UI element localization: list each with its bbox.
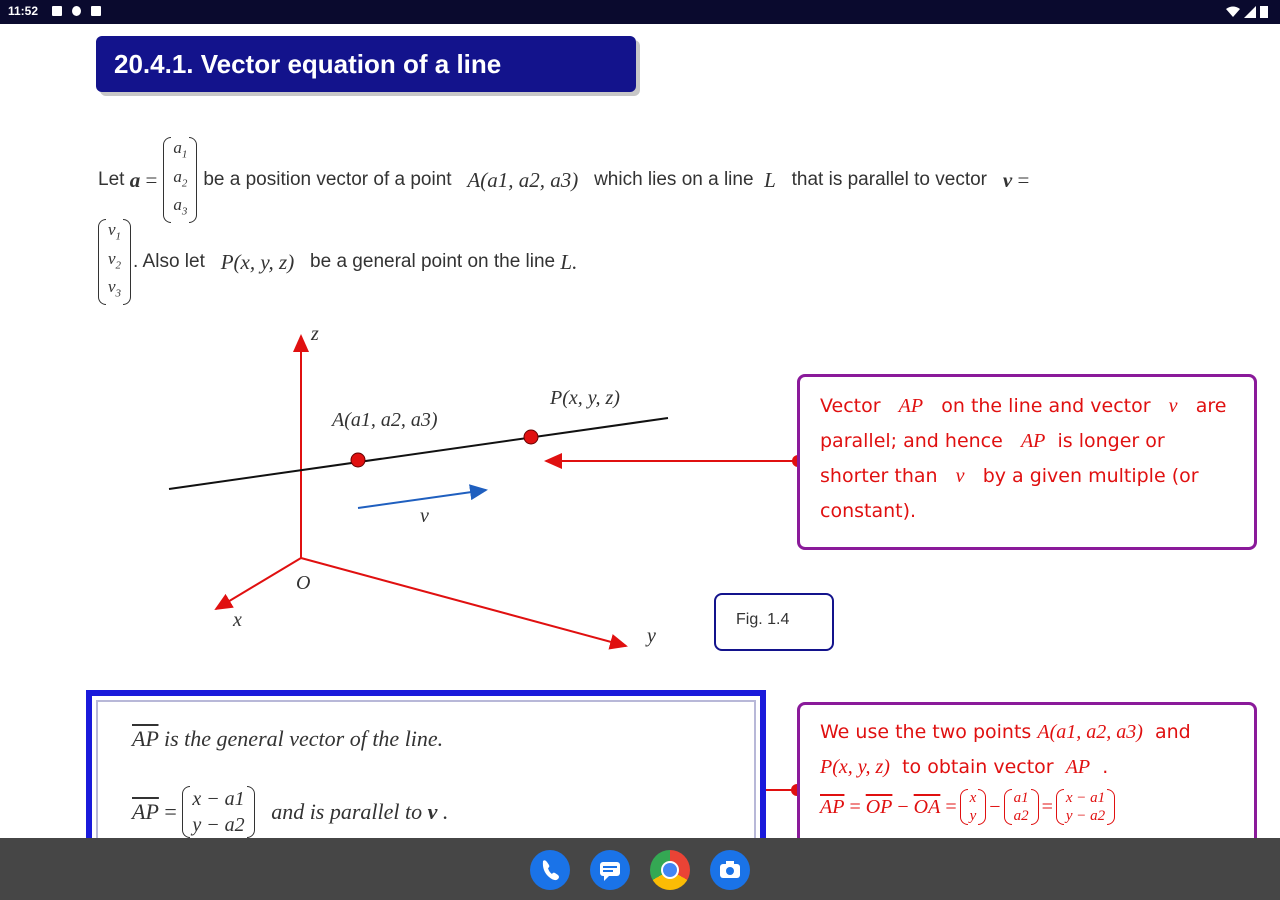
box-line-1 bbox=[132, 726, 443, 752]
c1-l1b: on the line and vector bbox=[941, 395, 1151, 417]
callout2-line2 bbox=[820, 750, 1191, 785]
equation-box bbox=[86, 690, 766, 838]
intro-let: Let bbox=[98, 169, 125, 190]
settings-icon bbox=[72, 6, 81, 16]
v-symbol: v bbox=[1002, 167, 1013, 192]
c1-l3a: shorter than bbox=[820, 465, 938, 487]
c1-l2a: parallel; and hence bbox=[820, 430, 1003, 452]
a-column-vector: $a_1$ $a_2$ $a_3$ bbox=[163, 137, 197, 222]
notification-icons bbox=[52, 6, 101, 16]
box-matrix bbox=[182, 786, 254, 838]
line-L: L bbox=[764, 167, 776, 192]
c1-l1c: are bbox=[1195, 395, 1227, 417]
point-A-marker bbox=[351, 453, 365, 467]
phone-icon[interactable] bbox=[530, 850, 570, 890]
figure-caption-box bbox=[714, 593, 834, 651]
box-line2-text: and is parallel to bbox=[271, 799, 423, 824]
c2-l1m: A(a1, a2, a3) bbox=[1037, 721, 1143, 743]
c2-l2m: P(x, y, z) bbox=[820, 756, 890, 778]
v-label: v bbox=[420, 505, 429, 527]
callout-parallel-note bbox=[797, 374, 1257, 550]
origin-label: O bbox=[296, 572, 311, 594]
box-line-2 bbox=[132, 786, 448, 838]
callout1-line1 bbox=[820, 389, 1226, 424]
callout1-line2 bbox=[820, 424, 1226, 459]
c2-m1-r1: x bbox=[969, 790, 977, 806]
intro-text-5: be a general point on the line bbox=[310, 251, 556, 272]
callout1-line4: constant). bbox=[820, 500, 917, 522]
c2-l2b: to obtain vector bbox=[902, 756, 1054, 778]
section-title: 20.4.1. Vector equation of a line bbox=[114, 49, 502, 79]
c1-l1m: AP bbox=[898, 395, 924, 417]
chrome-icon[interactable] bbox=[650, 850, 690, 890]
line-L-end: L. bbox=[560, 249, 578, 274]
y-axis bbox=[301, 558, 626, 646]
callout2-text bbox=[820, 715, 1191, 825]
callout1-line3 bbox=[820, 459, 1226, 494]
c2-m2-r2: a2 bbox=[1013, 808, 1029, 824]
c2-matrix-1 bbox=[960, 789, 987, 825]
camera-icon[interactable] bbox=[710, 850, 750, 890]
c1-l2b: is longer or bbox=[1057, 430, 1165, 452]
c2-AP: $\overline{AP}$ bbox=[820, 795, 845, 818]
callout1-text bbox=[820, 389, 1226, 529]
box-matrix-row-1: x − a1 bbox=[192, 788, 245, 810]
system-icons bbox=[1226, 5, 1268, 18]
c2-l1a: We use the two points bbox=[820, 721, 1032, 743]
status-bar bbox=[0, 0, 1280, 24]
box-AP-vector-2: $\overline{AP}$ bbox=[132, 799, 159, 824]
intro-text-4: . Also let bbox=[133, 251, 205, 272]
c2-OP: $\overline{OP}$ bbox=[865, 795, 893, 818]
box-AP-vector: $\overline{AP}$ bbox=[132, 726, 159, 751]
A-label: A(a1, a2, a3) bbox=[332, 409, 438, 431]
callout-points-note bbox=[797, 702, 1257, 838]
c2-l2dot: . bbox=[1102, 756, 1109, 778]
file-icon bbox=[91, 6, 101, 16]
c2-m3-r1: x − a1 bbox=[1065, 790, 1106, 806]
c1-l1v: v bbox=[1168, 395, 1178, 417]
x-axis bbox=[216, 558, 301, 609]
box-dot: . bbox=[442, 799, 449, 824]
z-label: z bbox=[311, 323, 319, 345]
status-time: 11:52 bbox=[8, 4, 39, 18]
c2-eq2: = bbox=[945, 795, 957, 818]
c1-l1a: Vector bbox=[820, 395, 881, 417]
c2-m3-r2: y − a2 bbox=[1065, 808, 1106, 824]
box-v: v bbox=[427, 799, 438, 824]
signal-icon bbox=[1244, 6, 1256, 18]
c2-m2-r1: a1 bbox=[1013, 790, 1029, 806]
point-P: P(x, y, z) bbox=[220, 249, 295, 274]
figure-caption: Fig. 1.4 bbox=[736, 611, 790, 628]
app-dock bbox=[0, 838, 1280, 900]
wifi-icon bbox=[1226, 6, 1240, 18]
callout2-line3: $\overline{AP}$ = $\overline{OP}$ − $\overline{OA}$ = x y − a1 a2 = x − a1 y − a2 bbox=[820, 789, 1191, 825]
box-matrix-row-2: y − a2 bbox=[192, 814, 245, 836]
c2-l1b: and bbox=[1155, 721, 1191, 743]
x-label: x bbox=[233, 609, 242, 631]
box-equals: = bbox=[164, 799, 177, 824]
a-symbol: a bbox=[129, 167, 141, 192]
messages-icon[interactable] bbox=[590, 850, 630, 890]
equals-2: = bbox=[1017, 167, 1030, 192]
v-column-vector: $v_1$ $v_2$ $v_3$ bbox=[98, 219, 131, 304]
intro-text-2: which lies on a line bbox=[594, 169, 754, 190]
c2-m1-r2: y bbox=[969, 808, 977, 824]
intro-text-3: that is parallel to vector bbox=[791, 169, 988, 190]
box-line1-text: is the general vector of the line. bbox=[163, 726, 444, 751]
c2-minus: − bbox=[897, 795, 909, 818]
battery-icon bbox=[1260, 5, 1268, 18]
P-label: P(x, y, z) bbox=[550, 387, 620, 409]
intro-text-1: be a position vector of a point bbox=[203, 169, 452, 190]
document-page bbox=[4, 26, 1280, 838]
notification-icon bbox=[52, 6, 62, 16]
equals: = bbox=[145, 167, 158, 192]
c2-OA: $\overline{OA}$ bbox=[913, 795, 941, 818]
y-label: y bbox=[647, 625, 656, 647]
callout2-line1 bbox=[820, 715, 1191, 750]
point-A: A(a1, a2, a3) bbox=[467, 167, 579, 192]
c2-eq: = bbox=[849, 795, 861, 818]
c2-matrix-2 bbox=[1004, 789, 1039, 825]
c1-l3b: by a given multiple (or bbox=[982, 465, 1199, 487]
c2-l2v: AP bbox=[1065, 756, 1091, 778]
c2-matrix-3 bbox=[1056, 789, 1115, 825]
point-P-marker bbox=[524, 430, 538, 444]
c1-l2m: AP bbox=[1020, 430, 1046, 452]
c1-l3v: v bbox=[955, 465, 965, 487]
